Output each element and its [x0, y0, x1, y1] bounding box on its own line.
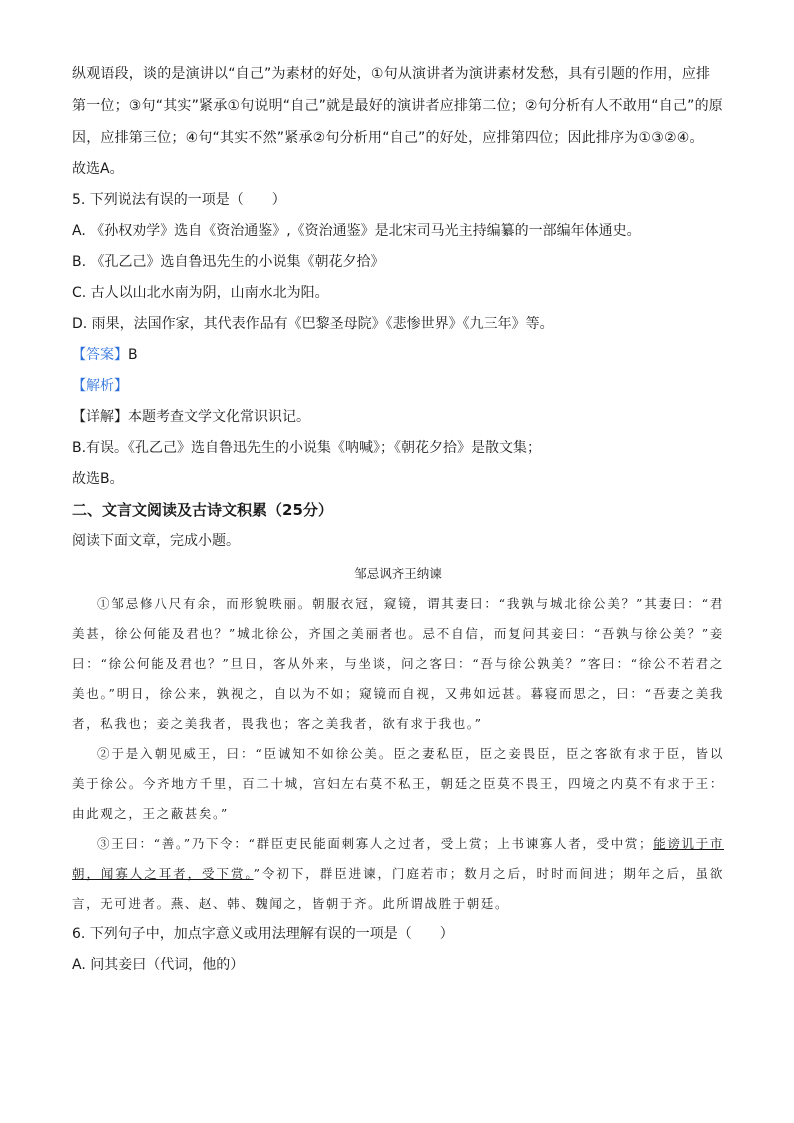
- question-5-analysis: [72, 371, 724, 402]
- question-5-explanation: B.有误。《孔乙己》选自鲁迅先生的小说集《呐喊》；《朝花夕拾》是散文集；: [72, 440, 542, 456]
- question-5-detail: 【详解】本题考查文学文化常识识记。: [72, 409, 310, 425]
- classical-paragraph-3: [72, 829, 724, 919]
- answer-tag: 【答案】: [72, 347, 128, 363]
- classical-text-title: 邹忌讽齐王纳谏: [354, 566, 442, 581]
- question-5-answer: [72, 340, 724, 371]
- answer-value: B: [128, 347, 138, 363]
- question-5-stem: 5. 下列说法有误的一项是（ ）: [72, 192, 286, 208]
- classical-paragraph-1: ①邹忌修八尺有余，而形貌昳丽。朝服衣冠，窥镜，谓其妻曰：“我孰与城北徐公美？”其妻曰：“君美甚，徐公何能及君也？”城北徐公，齐国之美丽者也。忌不自信，而复问其妾曰：“吾孰与徐公美？”妾曰：“徐公何能及君也？”旦日，客从外来，与坐谈，问之客曰：“吾与徐公孰美？”客曰：“徐公不若君之美也。”明日，徐公来，孰视之，自以为不如；窥镜而自视，又弗如远甚。暮寝而思之，曰：“吾妻之美我者，私我也；妾之美我者，畏我也；客之美我者，欲有求于我也。”: [72, 596, 724, 731]
- intro-paragraph: 纵观语段，谈的是演讲以“自己”为素材的好处，①句从演讲者为演讲素材发愁，具有引题的作用，应排第一位；③句“其实”紧承①句说明“自己”就是最好的演讲者应排第二位；②句分析有人不敢用“自己”的原因，应排第三位；④句“其实不然”紧承②句分析用“自己”的好处，应排第四位；因此排序为①③②④。: [72, 66, 723, 146]
- question-5-option-c: C. 古人以山北水南为阴，山南水北为阳。: [72, 285, 329, 301]
- question-6-option-a: A. 问其妾曰（代词，他的）: [72, 957, 245, 973]
- document-page: [72, 58, 724, 981]
- question-5-option-d: D. 雨果，法国作家，其代表作品有《巴黎圣母院》《悲惨世界》《九三年》等。: [72, 316, 554, 332]
- question-6-stem: 6. 下列句子中，加点字意义或用法理解有误的一项是（ ）: [72, 926, 454, 942]
- intro-conclusion: 故选A。: [72, 161, 124, 177]
- section-2-instruction: 阅读下面文章，完成小题。: [72, 533, 240, 549]
- question-5-option-a: A. 《孙权劝学》选自《资治通鉴》,《资治通鉴》是北宋司马光主持编纂的一部编年体通史。: [72, 223, 641, 239]
- question-5-option-b: B. 《孔乙己》选自鲁迅先生的小说集《朝花夕拾》: [72, 254, 385, 270]
- section-2-heading: 二、文言文阅读及古诗文积累（25分）: [72, 501, 333, 519]
- analysis-tag: 【解析】: [72, 378, 128, 394]
- classical-paragraph-2: ②于是入朝见威王，曰：“臣诚知不如徐公美。臣之妻私臣，臣之妾畏臣，臣之客欲有求于臣，皆以美于徐公。今齐地方千里，百二十城，宫妇左右莫不私王，朝廷之臣莫不畏王，四境之内莫不有求于王：由此观之，王之蔽甚矣。”: [72, 746, 724, 821]
- underlined-sentence: 能谤讥于市朝，闻寡人之耳者，受下赏。: [72, 836, 724, 881]
- classical-paragraph-3-part-2: ”令初下，群臣进谏，门庭若市；数月之后，时时而间进；期年之后，虽欲言，无可进者。燕、赵、韩、魏闻之，皆朝于齐。此所谓战胜于朝廷。: [72, 866, 724, 911]
- classical-paragraph-3-part-1: ③王曰：“善。”乃下令：“群臣吏民能面刺寡人之过者，受上赏；上书谏寡人者，受中赏；: [97, 836, 654, 851]
- question-5-conclusion: 故选B。: [72, 471, 124, 487]
